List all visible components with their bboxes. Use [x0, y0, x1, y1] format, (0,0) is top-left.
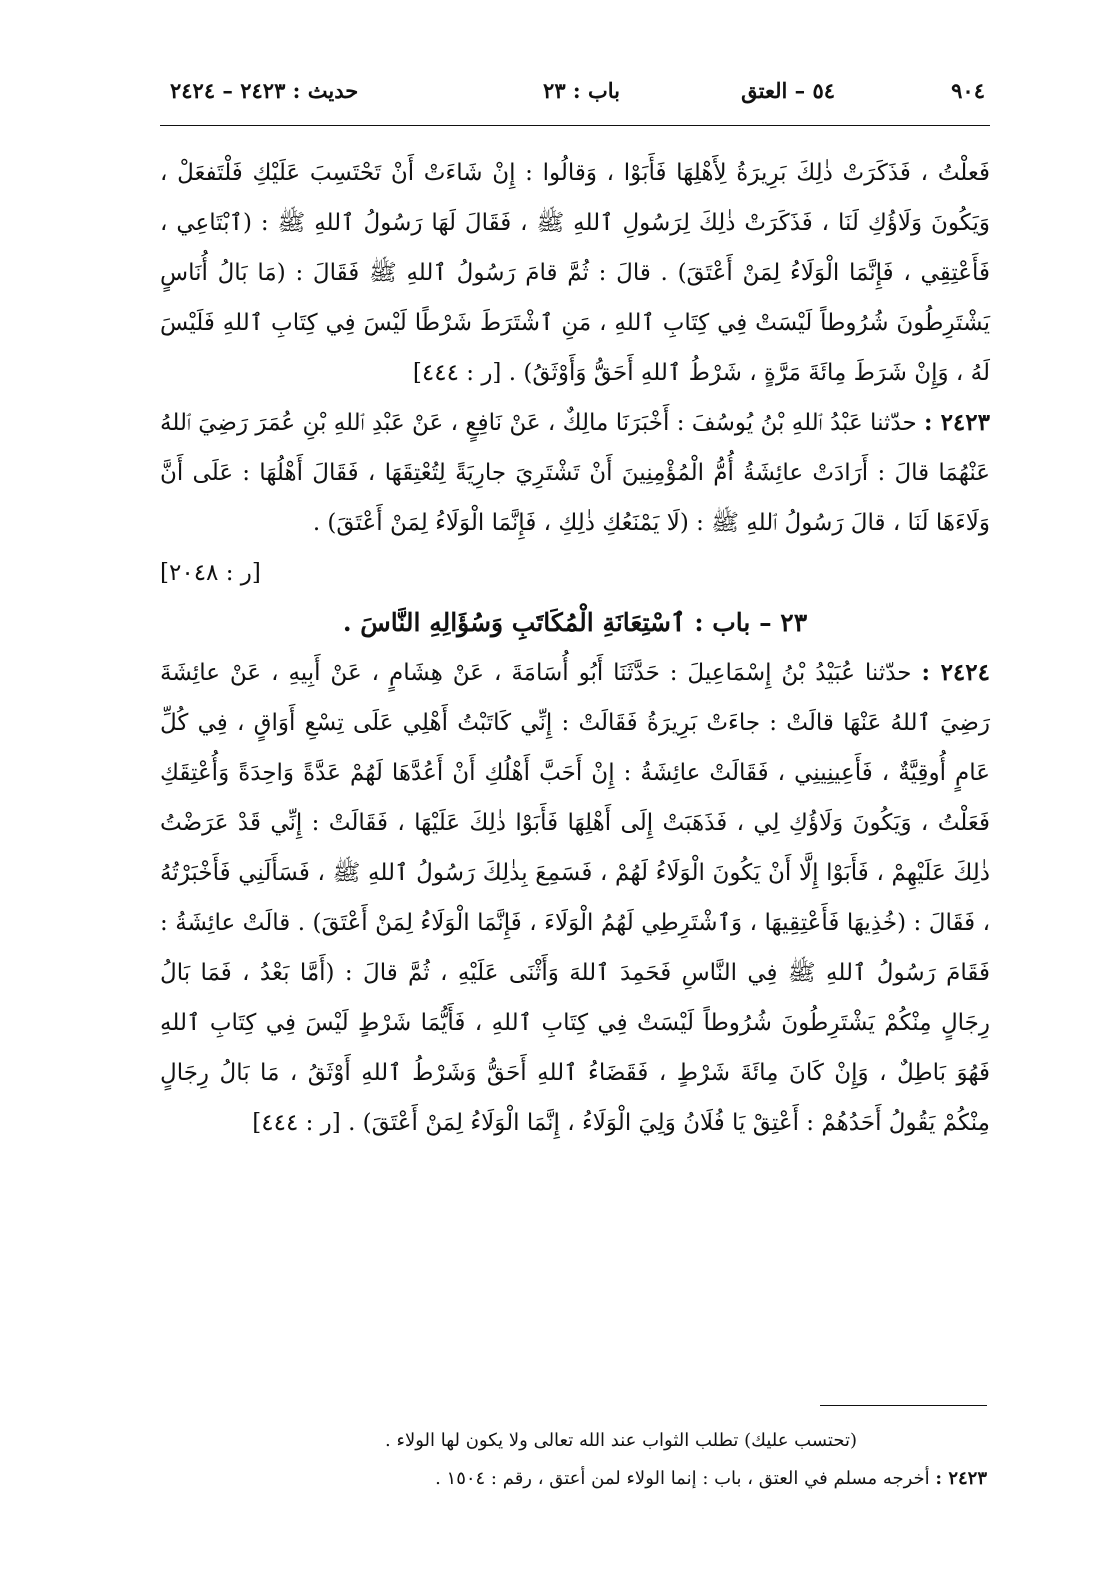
page-number: ٩٠٤ — [951, 78, 985, 103]
hadith-2424 — [160, 648, 990, 1148]
chapter-heading: ٢٣ – باب : ٱسْتِعَانَةِ الْمُكَاتَبِ وَسُؤَالِهِ النَّاسَ . — [342, 608, 808, 637]
hadith-range: حديث : ٢٤٢٣ – ٢٤٢٤ — [170, 78, 359, 103]
page-header — [170, 78, 985, 112]
hadith-text: حدّثنا عُبَيْدُ بْنُ إِسْمَاعِيلَ : حَدَّثَنَا أَبُو أُسَامَةَ ، عَنْ هِشَامٍ ، عَنْ أَبِيهِ ، عَنْ عائِشَةَ رَضِيَ ٱللهُ عَنْهَا قالَتْ : جاءَتْ بَرِيرَةُ فَقَالَتْ : إِنِّي كَاتَبْتُ أَهْلِي عَلَى تِسْعِ أَوَاقٍ ، فِي كُلِّ عَامٍ أُوقِيَّةٌ ، فَأَعِينِينِي ، فَقَالَتْ عائِشَةُ : إِنْ أَحَبَّ أَهْلُكِ أَنْ أَعُدَّهَا لَهُمْ عَدَّةً وَاحِدَةً وَأُعْتِقَكِ فَعَلْتُ ، وَيَكُونَ وَلَاؤُكِ لِي ، فَذَهَبَتْ إِلَى أَهْلِهَا فَأَبَوْا ذٰلِكَ عَلَيْهَا ، فَقَالَتْ : إِنِّي قَدْ عَرَضْتُ ذٰلِكَ عَلَيْهِمْ ، فَأَبَوْا إِلَّا أَنْ يَكُونَ الْوَلَاءُ لَهُمْ ، فَسَمِعَ بِذٰلِكَ رَسُولُ ٱللهِ ﷺ ، فَسَأَلَنِي فَأَخْبَرْتُهُ ، فَقَالَ : (خُذِيهَا فَأَعْتِقِيهَا ، وَٱشْتَرِطِي لَهُمُ الْوَلَاءَ ، فَإِنَّمَا الْوَلَاءُ لِمَنْ أَعْتَقَ) . قالَتْ عائِشَةُ : فَقَامَ رَسُولُ ٱللهِ ﷺ فِي النَّاسِ فَحَمِدَ ٱللهَ وَأَثْنَى عَلَيْهِ ، ثُمَّ قالَ : (أَمَّا بَعْدُ ، فَمَا بَالُ رِجَالٍ مِنْكُمْ يَشْتَرِطُونَ شُرُوطاً لَيْسَتْ فِي كِتَابِ ٱللهِ ، فَأَيُّمَا شَرْطٍ لَيْسَ فِي كِتَابِ ٱللهِ فَهُوَ بَاطِلٌ ، وَإِنْ كَانَ مِائَةَ شَرْطٍ ، فَقَضَاءُ ٱللهِ أَحَقُّ وَشَرْطُ ٱللهِ أَوْثَقُ ، مَا بَالُ رِجَالٍ مِنْكُمْ يَقُولُ أَحَدُهُمْ : أَعْتِقْ يَا فُلَانُ وَلِيَ الْوَلَاءُ ، إِنَّمَا الْوَلَاءُ لِمَنْ أَعْتَقَ) . — [160, 660, 990, 1136]
reference: [ر : ٤٤٤] — [252, 1110, 341, 1136]
hadith-number: ٢٤٢٣ : — [924, 409, 990, 436]
chapter-number: باب : ٢٣ — [543, 78, 620, 103]
main-text — [160, 148, 990, 1148]
footnote-text: أخرجه مسلم في العتق ، باب : إنما الولاء لمن أعتق ، رقم : ١٥٠٤ . — [435, 1468, 930, 1489]
book-title: ٥٤ – العتق — [741, 78, 835, 103]
passage-text: فَعلْتُ ، فَذَكَرَتْ ذٰلِكَ بَرِيرَةُ لِأَهْلِهَا فَأَبَوْا ، وَقالُوا : إِنْ شَاءَتْ أَنْ تَحْتَسِبَ عَلَيْكِ فَلْتَفعَلْ ، وَيَكُونَ وَلَاؤُكِ لَنَا ، فَذَكَرَتْ ذٰلِكَ لِرَسُولِ ٱللهِ ﷺ ، فَقَالَ لَهَا رَسُولُ ٱللهِ ﷺ : (ٱبْتَاعِي ، فَأَعْتِقِي ، فَإِنَّمَا الْوَلَاءُ لِمَنْ أَعْتَقَ) . قالَ : ثُمَّ قامَ رَسُولُ ٱللهِ ﷺ فَقَالَ : (مَا بَالُ أُنَاسٍ يَشْتَرِطُونَ شُرُوطاً لَيْسَتْ فِي كِتَابِ ٱللهِ ، مَنِ ٱشْتَرَطَ شَرْطًا لَيْسَ فِي كِتَابِ ٱللهِ فَلَيْسَ لَهُ ، وَإِنْ شَرَطَ مِائَةَ مَرَّةٍ ، شَرْطُ ٱللهِ أَحَقُّ وَأَوْثَقُ) . — [160, 160, 990, 386]
footnote-gloss: (تحتسب عليك) تطلب الثواب عند الله تعالى ولا يكون لها الولاء . — [385, 1430, 857, 1451]
hadith-2423 — [160, 398, 990, 548]
header-divider — [160, 125, 990, 126]
reference-line — [160, 548, 990, 598]
footnote-divider — [820, 1405, 987, 1406]
hadith-text: حدّثنا عَبْدُ ٱللهِ بْنُ يُوسُفَ : أَخْبَرَنَا مالِكٌ ، عَنْ نَافِعٍ ، عَنْ عَبْدِ ٱللهِ بْنِ عُمَرَ رَضِيَ ٱللهُ عَنْهُمَا قالَ : أَرَادَتْ عائِشَةُ أُمُّ الْمُؤْمِنِينَ أَنْ تَشْتَرِيَ جارِيَةً لِتُعْتِقَهَا ، فَقَالَ أَهْلُهَا : عَلَى أَنَّ وَلَاءَهَا لَنَا ، قالَ رَسُولُ ٱللهِ ﷺ : (لَا يَمْنَعُكِ ذٰلِكِ ، فَإِنَّمَا الْوَلَاءُ لِمَنْ أَعْتَقَ) . — [160, 410, 990, 536]
passage-continuation — [160, 148, 990, 398]
hadith-number: ٢٤٢٤ : — [921, 659, 990, 686]
footnote-source — [160, 1460, 987, 1498]
reference: [ر : ٤٤٤] — [412, 360, 502, 386]
reference: [ر : ٢٠٤٨] — [160, 560, 261, 586]
footnotes — [160, 1422, 987, 1498]
footnote-number: ٢٤٢٣ : — [935, 1468, 987, 1489]
